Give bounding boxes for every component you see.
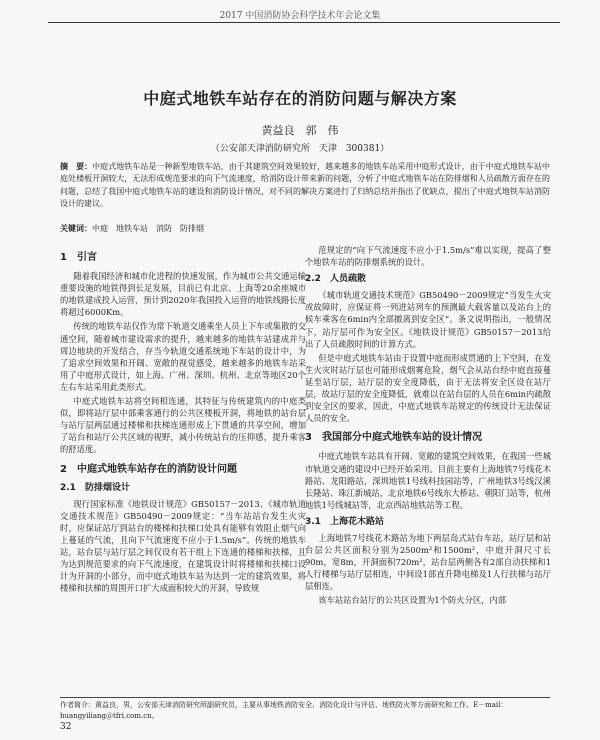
section-heading: 3.1 上海花木路站	[305, 516, 384, 527]
paragraph: 随着我国经济和城市化进程的快速发展，作为城市公共交通运输重要设施的地铁得到长足发展，目前已有北京、上海等20余座城市的地铁建成投入运营，预计到2020年我国投入运营的地铁线路长度将超过6000Km。	[60, 271, 306, 318]
keywords-text: 中庭 地铁车站 消防 防排烟	[92, 224, 204, 233]
keywords-label: 关键词：	[60, 224, 92, 233]
paragraph: 传统的地铁车站仅作为常下轨道交通乘坐人员上下车或集散的交通空间，随着城市建设需求的提升，越来越多的地铁车站建成并与周边地块的开发结合，存当今轨道交通系统地下车站的设计中，为了追求空间效果和开阔、宽敞的视觉感受，越来越多的地铁车站采用了中庭形式设计，如上海、广州、深圳、杭州、北京等地区20个左右车站采用此类形式。	[60, 321, 306, 392]
paragraph: 《城市轨道交通技术规范》GB50490－2009规定“当发生火灾或故障时，应保证将一列进站列车的预测最大载客量以及站台上的候车乘客在6min内全部撤离到安全区”。条文说明指出，一般情况下，站厅层可作为安全区。《地铁设计规范》GB50157－2013给出了人员疏散时间的计算方式。	[305, 290, 551, 349]
page-number: 32	[60, 722, 72, 732]
section-heading: 2.2 人员疏散	[305, 274, 366, 285]
footnote: 作者简介：黄益良，男，公安部天津消防研究所副研究员，主要从事地铁消防安全、消防化设计与评估、地铁防火等方面研究和工作。E－mail：huangyiliang＠tfri.com.cn。	[60, 701, 508, 720]
abstract-text: 中庭式地铁车站是一种新型地铁车站，由于其建筑空间效果较好，越来越多的地铁车站采用中庭形式设计，由于中庭式地铁车站中庭处楼板开洞较大，无法形成规范要求的向下气流速度，给消防设计带来新的问题，分析了中庭式地铁车站在防排烟和人员疏散方面存在的问题，总结了我国中庭式地铁车站的建设和消防设计情况，对不同的解决方案进行了归纳总结并指出了优缺点，提出了中庭式地铁车站消防设计的建议。	[60, 162, 551, 208]
paragraph: 现行国家标准《地铁设计规范》GB50157－2013、《城市轨道交通技术规范》GB50490－2009规定：“当车站站台发生火灾时，应保证站厅到站台的楼梯和扶梯口处具有能够有效阻止烟气向上蔓延的气流，且向下气流速度不应小于1.5m/s”。传统的地铁车站，站台层与站厅层之间仅设有若干组上下连通的楼梯和扶梯，且为达到规范要求的向下气流速度，在建筑设计时将楼梯和扶梯口设计为开洞的小部分，而中庭式地铁车站为达到一定的建筑效果，将楼梯和扶梯的周围开口扩大成面积较大的开洞，导致规	[60, 498, 306, 594]
paragraph: 范规定的“向下气流速度不应小于1.5m/s”难以实现，提高了整个地铁车站的防排烟系统的设计。	[305, 245, 551, 268]
section-heading: 2 中庭式地铁车站存在的消防设计问题	[60, 463, 237, 475]
running-header: 2017 中国消防协会科学技术年会论文集	[219, 11, 381, 21]
authors: 黄益良 郭 伟	[261, 124, 339, 137]
paragraph: 但是中庭式地铁车站由于设置中庭而形成贯通的上下空间，在发生火灾时站厅层也可能形成烟雾危险，烟气会从站台经中庭直接蔓延至站厅层，站厅层的安全度降低，由于无法将安全区设在站厅层，故站厅层的安全度降低，就难以在站台层的人员在6min内疏散到安全区的要求，因此，中庭式地铁车站规定的传统设计无法保证人员的安全。	[305, 352, 551, 424]
paragraph: 中庭式地铁车站具有开阔、宽敞的建筑空间效果，在我国一些城市轨道交通的建设中已经开始采用。目前主要有上海地铁7号线花木路站、龙阳路站，深圳地铁1号线科技园站等，广州地铁3号线汉溪长隆站、珠江新城站，北京地铁6号线东大桥站、朝阳门站等，杭州地铁1号线城站等，北京西站地铁站等工程。	[305, 451, 551, 510]
paragraph: 该车站站台站厅的公共区设置为1个防火分区，内部	[318, 595, 507, 606]
section-heading: 2.1 防排烟设计	[60, 482, 130, 493]
paper-title: 中庭式地铁车站存在的消防问题与解决方案	[143, 89, 457, 108]
right-column	[305, 244, 551, 609]
header-rule	[48, 22, 560, 23]
left-column	[60, 244, 306, 596]
abstract-label: 摘 要：	[60, 162, 93, 171]
footnote-rule	[60, 697, 550, 698]
paragraph: 中庭式地铁车站将空间相连通，其特征与传统建筑内的中庭类似，即将站厅层中部乘客通行的公共区楼板开洞，将地铁的站台层与站厅层两层通过楼梯和扶梯连通形成上下贯通的共享空间，增加了站台和站厅公共区域的视野，减小传统站台的压抑感，提升乘客的舒适度。	[60, 396, 306, 455]
paragraph: 上海地铁7号线花木路站为地下两层岛式站台车站，站厅层和站台层公共区面积分别为2500m²和1500m²，中庭开洞尺寸长90m，宽8m，开洞面积720m²，站台层两侧各有2部自动扶梯和1人行楼梯与站厅层相连，中间设1部直升降电梯及1人行扶梯与站厅层相连。	[305, 532, 551, 592]
section-heading: 1 引言	[60, 252, 97, 263]
abstract	[60, 161, 550, 210]
section-heading: 3 我国部分中庭式地铁车站的设计情况	[305, 432, 482, 444]
keywords	[60, 223, 550, 234]
affiliation: （公安部天津消防研究所 天津 300381）	[210, 144, 390, 154]
